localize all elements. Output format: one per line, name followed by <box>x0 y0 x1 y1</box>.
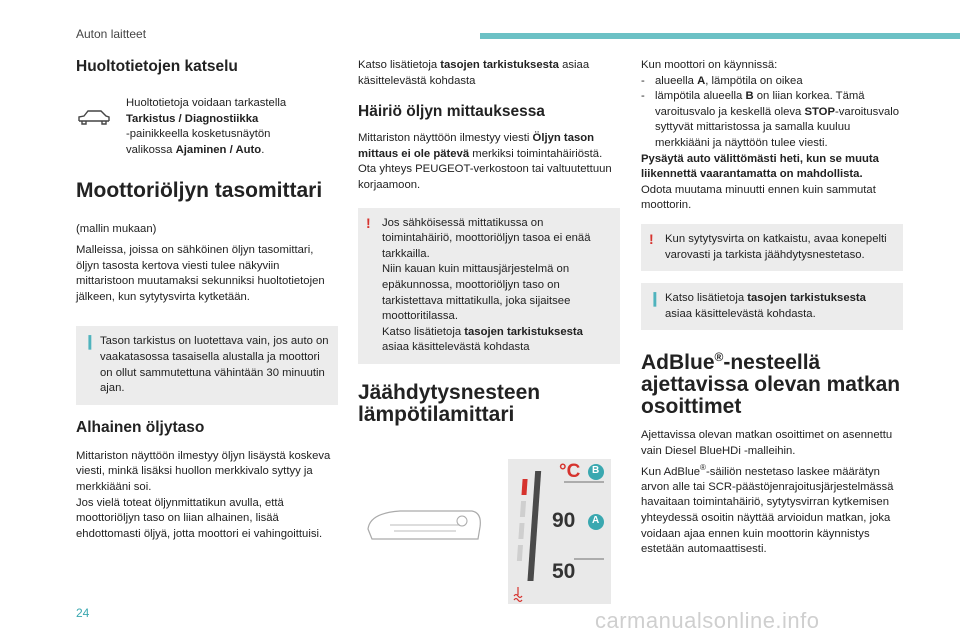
gauge-unit-label: °C <box>559 461 581 482</box>
gauge-label-b: B <box>592 465 600 476</box>
heading-low-oil: Alhainen öljytaso <box>76 418 205 436</box>
column-1 <box>76 58 338 542</box>
engine-running-intro: Kun moottori on käynnissä: <box>641 59 778 71</box>
header-accent-bar <box>480 33 960 39</box>
coolant-gauge-figure <box>508 459 611 604</box>
heading-oil-gauge: Moottoriöljyn tasomittari <box>76 179 323 203</box>
oil-measure-fault-text: Mittariston näyttöön ilmestyy viesti Öljyn tason mittaus ei ole pätevä merkiksi toimintahäiriöstä. Ota yhteys PEUGEOT-verkostoon tai valtuutettuun korjaamoon. <box>358 132 612 191</box>
heading-service-info: Huoltotietojen katselu <box>76 58 238 75</box>
stop-immediately-text: Pysäytä auto välittömästi heti, kun se muuta liikennettä vaarantamatta on mahdollista. <box>641 152 879 181</box>
adblue-text-1: Ajettavissa olevan matkan osoittimet on asennettu vain Diesel BlueHDi -malleihin. <box>641 429 893 457</box>
model-dependent-note: (mallin mukaan) <box>76 223 157 236</box>
adblue-text-2: Kun AdBlue®-säiliön nestetaso laskee määrätyn arvon alle tai SCR-päästöjenrajoitusjärjestelmässä havaitaan toimintahäiriö, sytytysvirran kytkemisen yhteydessä osoitin näyttää arvioidun matkan, joka voidaan ajaa ennen kuin moottorin käynnistys estetään automaattisesti. <box>641 462 894 556</box>
dipstick-warning-note: ! Jos sähköisessä mittatikussa on toimintahäiriö, moottoriöljyn tasoa ei enää tarkkailla. Niin kauan kuin mittausjärjestelmä on epäkunnossa, moottoriöljyn taso on tarkistettava mittatikulla, joka sijaitsee moottoritilassa. Katso lisätietoja tasojen tarkistuksesta asiaa käsittelevästä kohdasta <box>358 208 620 364</box>
heading-coolant-gauge: Jäähdytysnesteen lämpötilamittari <box>358 380 541 426</box>
oil-level-note: ❙ Tason tarkistus on luotettava vain, jos auto on vaakatasossa tasaisella alustalla ja moottori on ollut sammutettuna vähintään 30 minuutin ajan. <box>76 326 338 404</box>
gauge-label-a: A <box>592 515 600 526</box>
check-levels-ref: Katso lisätietoja tasojen tarkistuksesta asiaa käsittelevästä kohdasta <box>358 59 590 87</box>
column-2 <box>358 58 620 426</box>
info-mark-icon: ❙ <box>84 333 96 350</box>
coolant-temperature-icon <box>514 587 522 602</box>
header-section-label: Auton laitteet <box>76 27 147 41</box>
heading-oil-measure-fault: Häiriö öljyn mittauksessa <box>358 103 545 121</box>
list-item-zone-b: - lämpötila alueella B on liian korkea. Tämä varoitusvalo ja keskellä oleva STOP-varoitusvalo syttyvät mittaristossa ja samalla kuuluu merkkiääni ja näyttöön tulee viesti. <box>641 90 900 149</box>
watermark: carmanualsonline.info <box>595 608 820 633</box>
coolant-info-note: ❙ Katso lisätietoja tasojen tarkistuksesta asiaa käsittelevästä kohdasta. <box>641 283 903 330</box>
column-3 <box>641 58 903 558</box>
list-item-zone-a: - alueella A, lämpötila on oikea <box>641 74 803 87</box>
oil-gauge-text: Malleissa, joissa on sähköinen öljyn tasomittari, öljyn tasosta kertova viesti tulee näkyviin mittaristoon muutamaksi sekunniksi huoltotietojen jälkeen, kun sytytysvirta kytketään. <box>76 243 325 303</box>
warning-mark-icon: ! <box>366 214 371 231</box>
heading-adblue: AdBlue®-nesteellä ajettavissa olevan matkan osoittimet <box>641 350 901 419</box>
service-info-block <box>76 96 338 158</box>
bonnet-warning-note: ! Kun sytytysvirta on katkaistu, avaa konepelti varovasti ja tarkista jäähdytysnestetaso. <box>641 224 903 271</box>
dashboard-outline-figure <box>360 503 490 547</box>
gauge-tick-50: 50 <box>552 560 576 583</box>
wait-before-stopping-text: Odota muutama minuutti ennen kuin sammutat moottorin. <box>641 183 876 212</box>
info-mark-icon: ❙ <box>649 290 661 307</box>
service-info-text: Huoltotietoja voidaan tarkastella Tarkistus / Diagnostiikka -painikkeella kosketusnäytön valikossa Ajaminen / Auto. <box>126 97 287 156</box>
low-oil-text: Mittariston näyttöön ilmestyy öljyn lisäystä koskeva viesti, minkä lisäksi huollon merkkivalo syttyy ja merkkiääni soi. Jos vielä toteat öljynmittatikun avulla, että moottoriöljyn taso on liian alhainen, lisää ehdottomasti öljyä, jotta moottori ei vahingoittuisi. <box>76 449 331 540</box>
page-number: 24 <box>76 606 90 620</box>
gauge-tick-90: 90 <box>552 509 576 532</box>
car-icon <box>76 96 126 158</box>
warning-mark-icon: ! <box>649 230 654 247</box>
